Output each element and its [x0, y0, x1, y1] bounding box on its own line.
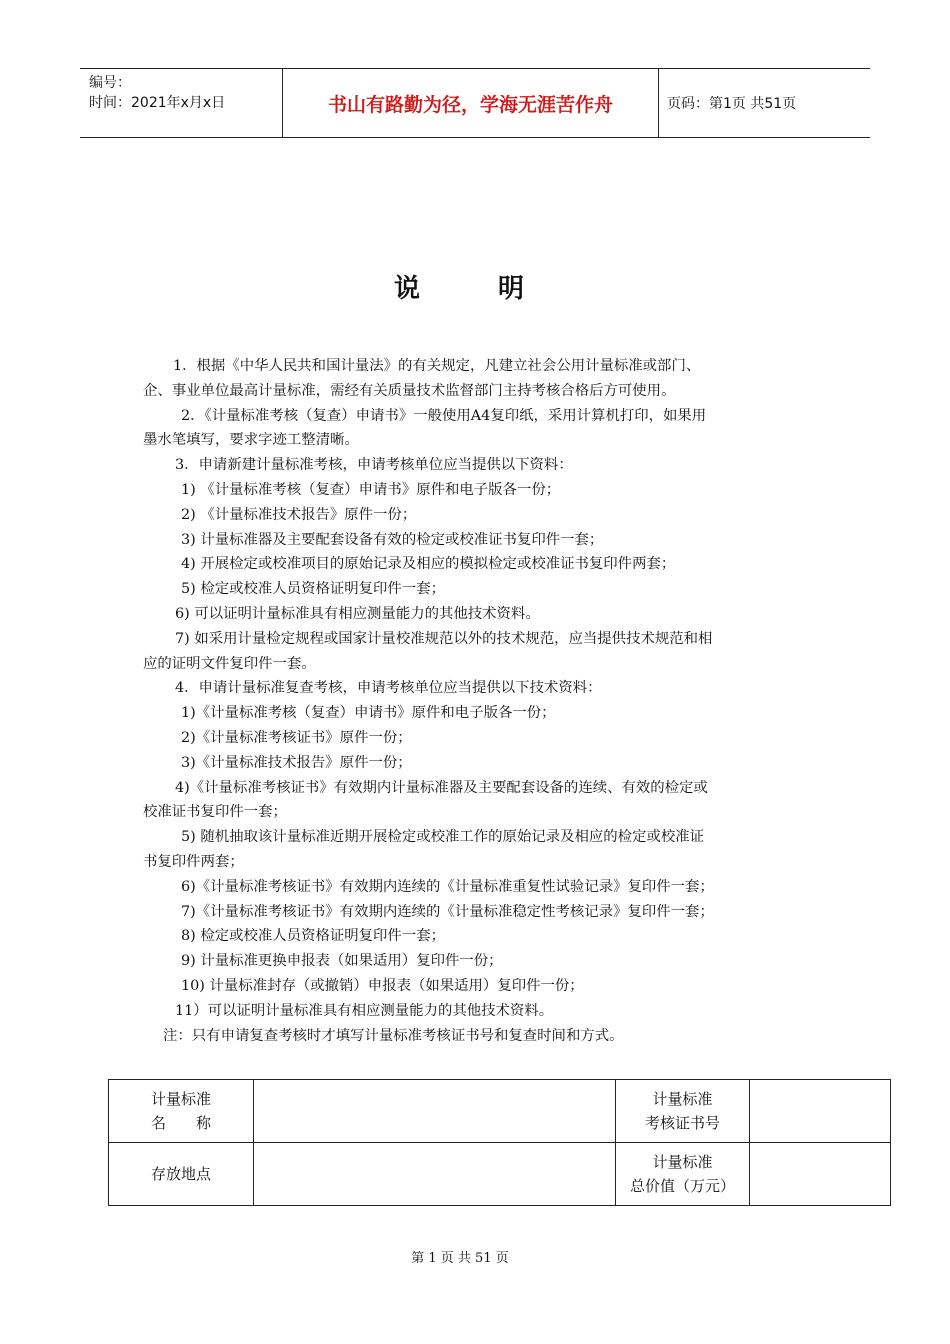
- paragraph-line: 7) 如采用计量检定规程或国家计量校准规范以外的技术规范，应当提供技术规范和相: [175, 630, 713, 647]
- instructions-body: [143, 354, 823, 1048]
- title-char-1: 说: [393, 274, 422, 304]
- paragraph-line: 3．申请新建计量标准考核，申请考核单位应当提供以下资料：: [175, 457, 573, 474]
- paragraph-line: 6) 可以证明计量标准具有相应测量能力的其他技术资料。: [175, 605, 540, 622]
- cert-label-line2: 考核证书号: [644, 1114, 720, 1132]
- page-footer: 第 1 页 共 51 页: [411, 1251, 509, 1266]
- paragraph-line: 书复印件两套；: [143, 853, 244, 870]
- location-value-cell[interactable]: [254, 1143, 616, 1206]
- value-label-cell: [616, 1143, 750, 1206]
- table-row: [109, 1143, 891, 1206]
- name-value-cell[interactable]: [254, 1080, 616, 1143]
- paragraph-line: 10) 计量标准封存（或撤销）申报表（如果适用）复印件一份；: [181, 977, 584, 994]
- page-header: [80, 68, 870, 138]
- paragraph-line: 2) 《计量标准技术报告》原件一份；: [181, 506, 417, 523]
- value-label-line2: 总价值（万元）: [629, 1177, 735, 1195]
- table-row: [109, 1080, 891, 1143]
- paragraph-line: 5) 检定或校准人员资格证明复印件一套；: [181, 581, 445, 598]
- value-label-line1: 计量标准: [652, 1153, 713, 1171]
- header-motto: 书山有路勤为径，学海无涯苦作舟: [283, 69, 659, 137]
- paragraph-line: 1) 《计量标准考核（复查）申请书》原件和电子版各一份；: [181, 481, 561, 498]
- location-label-cell: 存放地点: [109, 1143, 254, 1206]
- paragraph-line: 4．申请计量标准复查考核，申请考核单位应当提供以下技术资料：: [175, 680, 602, 697]
- paragraph-line: 7)《计量标准考核证书》有效期内连续的《计量标准稳定性考核记录》复印件一套；: [181, 903, 714, 920]
- paragraph-line: 11）可以证明计量标准具有相应测量能力的其他技术资料。: [175, 1002, 554, 1019]
- header-meta: [80, 69, 283, 137]
- standard-info-table: [108, 1079, 891, 1206]
- paragraph-line: 1．根据《中华人民共和国计量法》的有关规定，凡建立社会公用计量标准或部门、: [173, 358, 701, 374]
- paragraph-line: 3) 计量标准器及主要配套设备有效的检定或校准证书复印件一套；: [181, 531, 604, 548]
- name-label-cell: [109, 1080, 254, 1143]
- paragraph-line: 3)《计量标准技术报告》原件一份；: [181, 754, 412, 771]
- value-value-cell[interactable]: [750, 1143, 891, 1206]
- cert-label-line1: 计量标准: [652, 1090, 713, 1108]
- paragraph-line: 4)《计量标准考核证书》有效期内计量标准器及主要配套设备的连续、有效的检定或: [175, 779, 708, 796]
- cert-value-cell[interactable]: [750, 1080, 891, 1143]
- paragraph-line: 校准证书复印件一套；: [143, 804, 287, 821]
- name-label-line1: 计量标准: [150, 1090, 211, 1108]
- paragraph-line: 9) 计量标准更换申报表（如果适用）复印件一份；: [181, 953, 503, 970]
- paragraph-line: 2．《计量标准考核（复查）申请书》一般使用A4复印纸，采用计算机打印，如果用: [181, 407, 707, 424]
- paragraph-line: 5) 随机抽取该计量标准近期开展检定或校准工作的原始记录及相应的检定或校准证: [181, 829, 705, 846]
- paragraph-line: 应的证明文件复印件一套。: [143, 655, 316, 672]
- name-label-line2: 名 称: [150, 1114, 211, 1132]
- paragraph-line: 墨水笔填写，要求字迹工整清晰。: [143, 432, 359, 449]
- paragraph-line: 注：只有申请复查考核时才填写计量标准考核证书号和复查时间和方式。: [163, 1027, 624, 1044]
- title-char-2: 明: [498, 274, 527, 304]
- paragraph-line: 6)《计量标准考核证书》有效期内连续的《计量标准重复性试验记录》复印件一套；: [181, 878, 714, 895]
- header-page-info: 页码：第1页 共51页: [667, 96, 797, 112]
- cert-label-cell: [616, 1080, 750, 1143]
- paragraph-line: 8) 检定或校准人员资格证明复印件一套；: [181, 928, 445, 945]
- time-label: 时间：2021年x月x日: [89, 95, 226, 111]
- document-title: [0, 268, 920, 305]
- paragraph-line: 4) 开展检定或校准项目的原始记录及相应的模拟检定或校准证书复印件两套；: [181, 556, 676, 573]
- paragraph-line: 1)《计量标准考核（复查）申请书》原件和电子版各一份；: [181, 705, 556, 722]
- paragraph-line: 2)《计量标准考核证书》原件一份；: [181, 729, 412, 746]
- paragraph-line: 企、事业单位最高计量标准，需经有关质量技术监督部门主持考核合格后方可使用。: [143, 382, 676, 399]
- number-label: 编号：: [89, 75, 131, 91]
